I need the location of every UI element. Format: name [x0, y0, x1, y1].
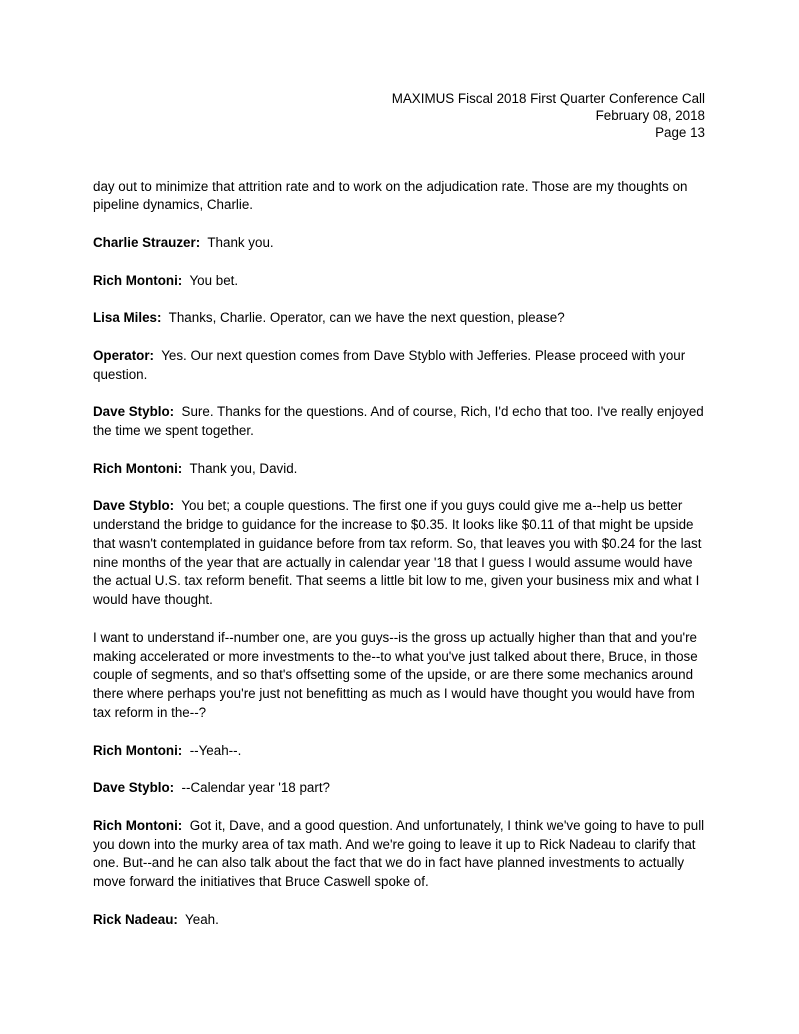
transcript-paragraph — [93, 272, 706, 291]
transcript-paragraph — [93, 347, 706, 385]
header-date: February 08, 2018 — [595, 108, 705, 124]
document-header — [0, 0, 705, 142]
speaker-name: Lisa Miles: — [93, 310, 162, 326]
transcript-paragraph — [93, 460, 706, 479]
speech-text: day out to minimize that attrition rate and to work on the adjudication rate. Those are my thoughts on pipeline dynamics, Charlie. — [93, 178, 688, 213]
transcript-paragraph — [93, 309, 706, 328]
transcript-paragraph — [93, 779, 706, 798]
speech-text: Thank you. — [200, 235, 274, 250]
speaker-name: Rich Montoni: — [93, 817, 183, 833]
speech-text: You bet; a couple questions. The first one if you guys could give me a--help us better understand the bridge to guidance for the increase to $0.35. It looks like $0.11 of that might be upside that wasn't contemplated in guidance before from tax reform. So, that leaves you with $0.24 for the last nine months of the year that are actually in calendar year '18 that I guess I would assume would have the actual U.S. tax reform benefit. That seems a little bit low to me, given your business mix and what I would have thought. — [93, 498, 702, 608]
speaker-name: Rich Montoni: — [93, 460, 183, 476]
transcript-paragraph — [93, 742, 706, 761]
speaker-name: Charlie Strauzer: — [93, 235, 201, 250]
header-page-number: Page 13 — [655, 125, 705, 141]
speech-text: Sure. Thanks for the questions. And of course, Rich, I'd echo that too. I've really enjoyed the time we spent together. — [93, 404, 704, 438]
speech-text: Yeah. — [177, 911, 219, 927]
transcript-paragraph — [93, 497, 706, 610]
transcript-body — [93, 178, 706, 930]
speaker-name: Dave Styblo: — [93, 498, 175, 514]
speech-text: You bet. — [182, 272, 239, 288]
speech-text: --Calendar year '18 part? — [174, 780, 330, 796]
speaker-name: Dave Styblo: — [93, 780, 175, 796]
speaker-name: Rich Montoni: — [93, 742, 183, 758]
speaker-name: Rick Nadeau: — [93, 911, 178, 927]
transcript-paragraph — [93, 629, 706, 723]
speech-text: Yes. Our next question comes from Dave Styblo with Jefferies. Please proceed with your question. — [93, 347, 686, 382]
transcript-paragraph — [93, 178, 706, 216]
transcript-paragraph — [93, 403, 706, 441]
header-title: MAXIMUS Fiscal 2018 First Quarter Conference Call — [391, 91, 705, 106]
transcript-paragraph — [93, 817, 706, 892]
speaker-name: Operator: — [93, 347, 155, 363]
speaker-name: Rich Montoni: — [93, 272, 183, 288]
speech-text: Got it, Dave, and a good question. And unfortunately, I think we've going to have to pull you down into the murky area of tax math. And we're going to leave it up to Rick Nadeau to clarify that one. But--and he can also talk about the fact that we do in fact have planned investments to actually move forward the initiatives that Bruce Caswell spoke of. — [93, 817, 705, 890]
speech-text: Thank you, David. — [182, 460, 298, 476]
speaker-name: Dave Styblo: — [93, 404, 175, 420]
speech-text: --Yeah--. — [182, 742, 242, 758]
speech-text: Thanks, Charlie. Operator, can we have the next question, please? — [161, 310, 565, 326]
transcript-paragraph — [93, 911, 706, 930]
transcript-paragraph — [93, 234, 706, 253]
speech-text: I want to understand if--number one, are you guys--is the gross up actually higher than that and you're making accelerated or more investments to the--to what you've just talked about there, Bruce, in those couple of segments, and so that's offsetting some of the upside, or are there some mechanics around there where perhaps you're just not benefitting as much as I would have thought you would have from tax reform in the--? — [93, 629, 698, 720]
